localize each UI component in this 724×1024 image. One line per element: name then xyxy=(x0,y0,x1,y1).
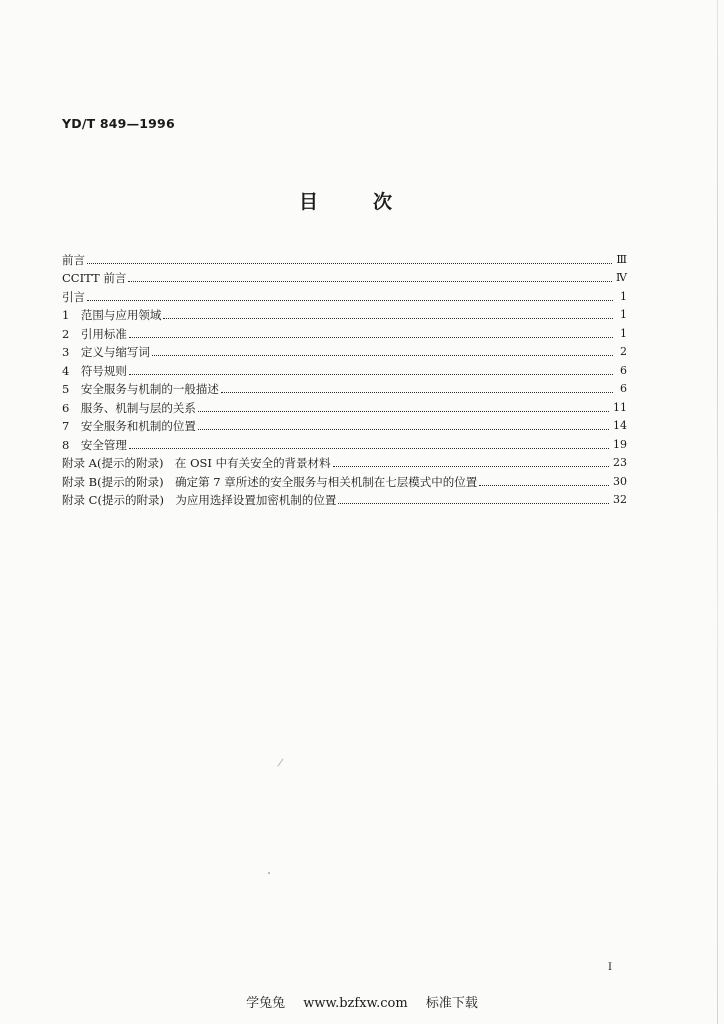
toc-entry-page: 1 xyxy=(620,308,627,321)
toc-entry-label: 3 定义与缩写词 xyxy=(62,345,150,359)
toc-leader-dots xyxy=(128,281,612,282)
page-number: I xyxy=(608,962,612,973)
toc-entry-label: 6 服务、机制与层的关系 xyxy=(62,400,196,415)
toc-entry-page: Ⅲ xyxy=(616,252,627,266)
toc-entry[interactable] xyxy=(62,433,627,452)
toc-entry[interactable] xyxy=(62,396,627,415)
toc-entry-label: CCITT 前言 xyxy=(62,271,127,285)
toc-entry[interactable] xyxy=(62,341,627,360)
toc-entry[interactable] xyxy=(62,322,627,341)
toc-entry-label: 8 安全管理 xyxy=(62,437,127,452)
toc-entry[interactable] xyxy=(62,452,627,471)
toc-entry-label: 5 安全服务与机制的一般描述 xyxy=(62,382,219,396)
page-edge-shadow xyxy=(717,0,718,1024)
toc-entry[interactable] xyxy=(62,470,627,489)
toc-entry-page: 19 xyxy=(613,437,627,451)
toc-leader-dots xyxy=(129,337,613,338)
toc-leader-dots xyxy=(479,485,609,486)
toc-leader-dots xyxy=(87,263,612,264)
toc-entry[interactable] xyxy=(62,359,627,378)
toc-leader-dots xyxy=(152,355,613,356)
toc-entry[interactable] xyxy=(62,415,627,434)
toc-entry-page: 11 xyxy=(613,400,627,414)
toc-entry-label: 2 引用标准 xyxy=(62,326,127,341)
toc-entry-page: Ⅳ xyxy=(616,271,627,284)
toc-entry[interactable] xyxy=(62,248,627,267)
toc-leader-dots xyxy=(198,411,609,412)
toc-leader-dots xyxy=(163,318,613,319)
toc-entry-page: 32 xyxy=(613,493,627,506)
toc-leader-dots xyxy=(338,503,609,504)
toc-leader-dots xyxy=(129,374,613,375)
toc-entry-page: 30 xyxy=(613,474,627,488)
toc-title xyxy=(0,187,724,213)
toc-title-char-1: 目 xyxy=(299,191,319,213)
toc-entry[interactable] xyxy=(62,267,627,286)
toc-title-char-2: 次 xyxy=(373,191,393,213)
toc-entry[interactable] xyxy=(62,285,627,304)
toc-entry-label: 附录 A(提示的附录) 在 OSI 中有关安全的背景材料 xyxy=(62,456,331,470)
toc-entry[interactable] xyxy=(62,304,627,323)
toc-entry-page: 1 xyxy=(620,326,627,340)
footer-watermark xyxy=(0,992,724,1011)
toc-entry-label: 附录 C(提示的附录) 为应用选择设置加密机制的位置 xyxy=(62,493,337,507)
toc-entry-label: 引言 xyxy=(62,289,85,304)
footer-tagline: 标准下载 xyxy=(425,996,478,1011)
toc-leader-dots xyxy=(129,448,609,449)
toc-entry[interactable] xyxy=(62,489,627,508)
toc-entry-page: 2 xyxy=(620,345,627,358)
toc-leader-dots xyxy=(221,392,613,393)
toc-entry-page: 23 xyxy=(613,456,627,469)
toc-entry-page: 1 xyxy=(620,289,627,303)
toc-entry-page: 6 xyxy=(620,382,627,395)
toc-list xyxy=(62,248,627,507)
standard-code: YD/T 849—1996 xyxy=(62,116,175,131)
toc-entry-label: 前言 xyxy=(62,252,85,267)
toc-leader-dots xyxy=(198,429,609,430)
footer-url-link[interactable]: www.bzfxw.com xyxy=(303,996,408,1011)
scan-speck-mark xyxy=(268,872,270,874)
toc-entry-label: 1 范围与应用领域 xyxy=(62,308,162,322)
scan-scratch-mark xyxy=(278,759,284,767)
toc-leader-dots xyxy=(87,300,613,301)
toc-entry-label: 7 安全服务和机制的位置 xyxy=(62,419,196,433)
toc-entry-page: 6 xyxy=(620,363,627,377)
toc-entry[interactable] xyxy=(62,378,627,397)
toc-entry-page: 14 xyxy=(613,419,627,432)
footer-site-name: 学兔兔 xyxy=(246,996,286,1011)
toc-leader-dots xyxy=(333,466,609,467)
toc-entry-label: 4 符号规则 xyxy=(62,363,127,378)
toc-entry-label: 附录 B(提示的附录) 确定第 7 章所述的安全服务与相关机制在七层模式中的位置 xyxy=(62,474,478,489)
